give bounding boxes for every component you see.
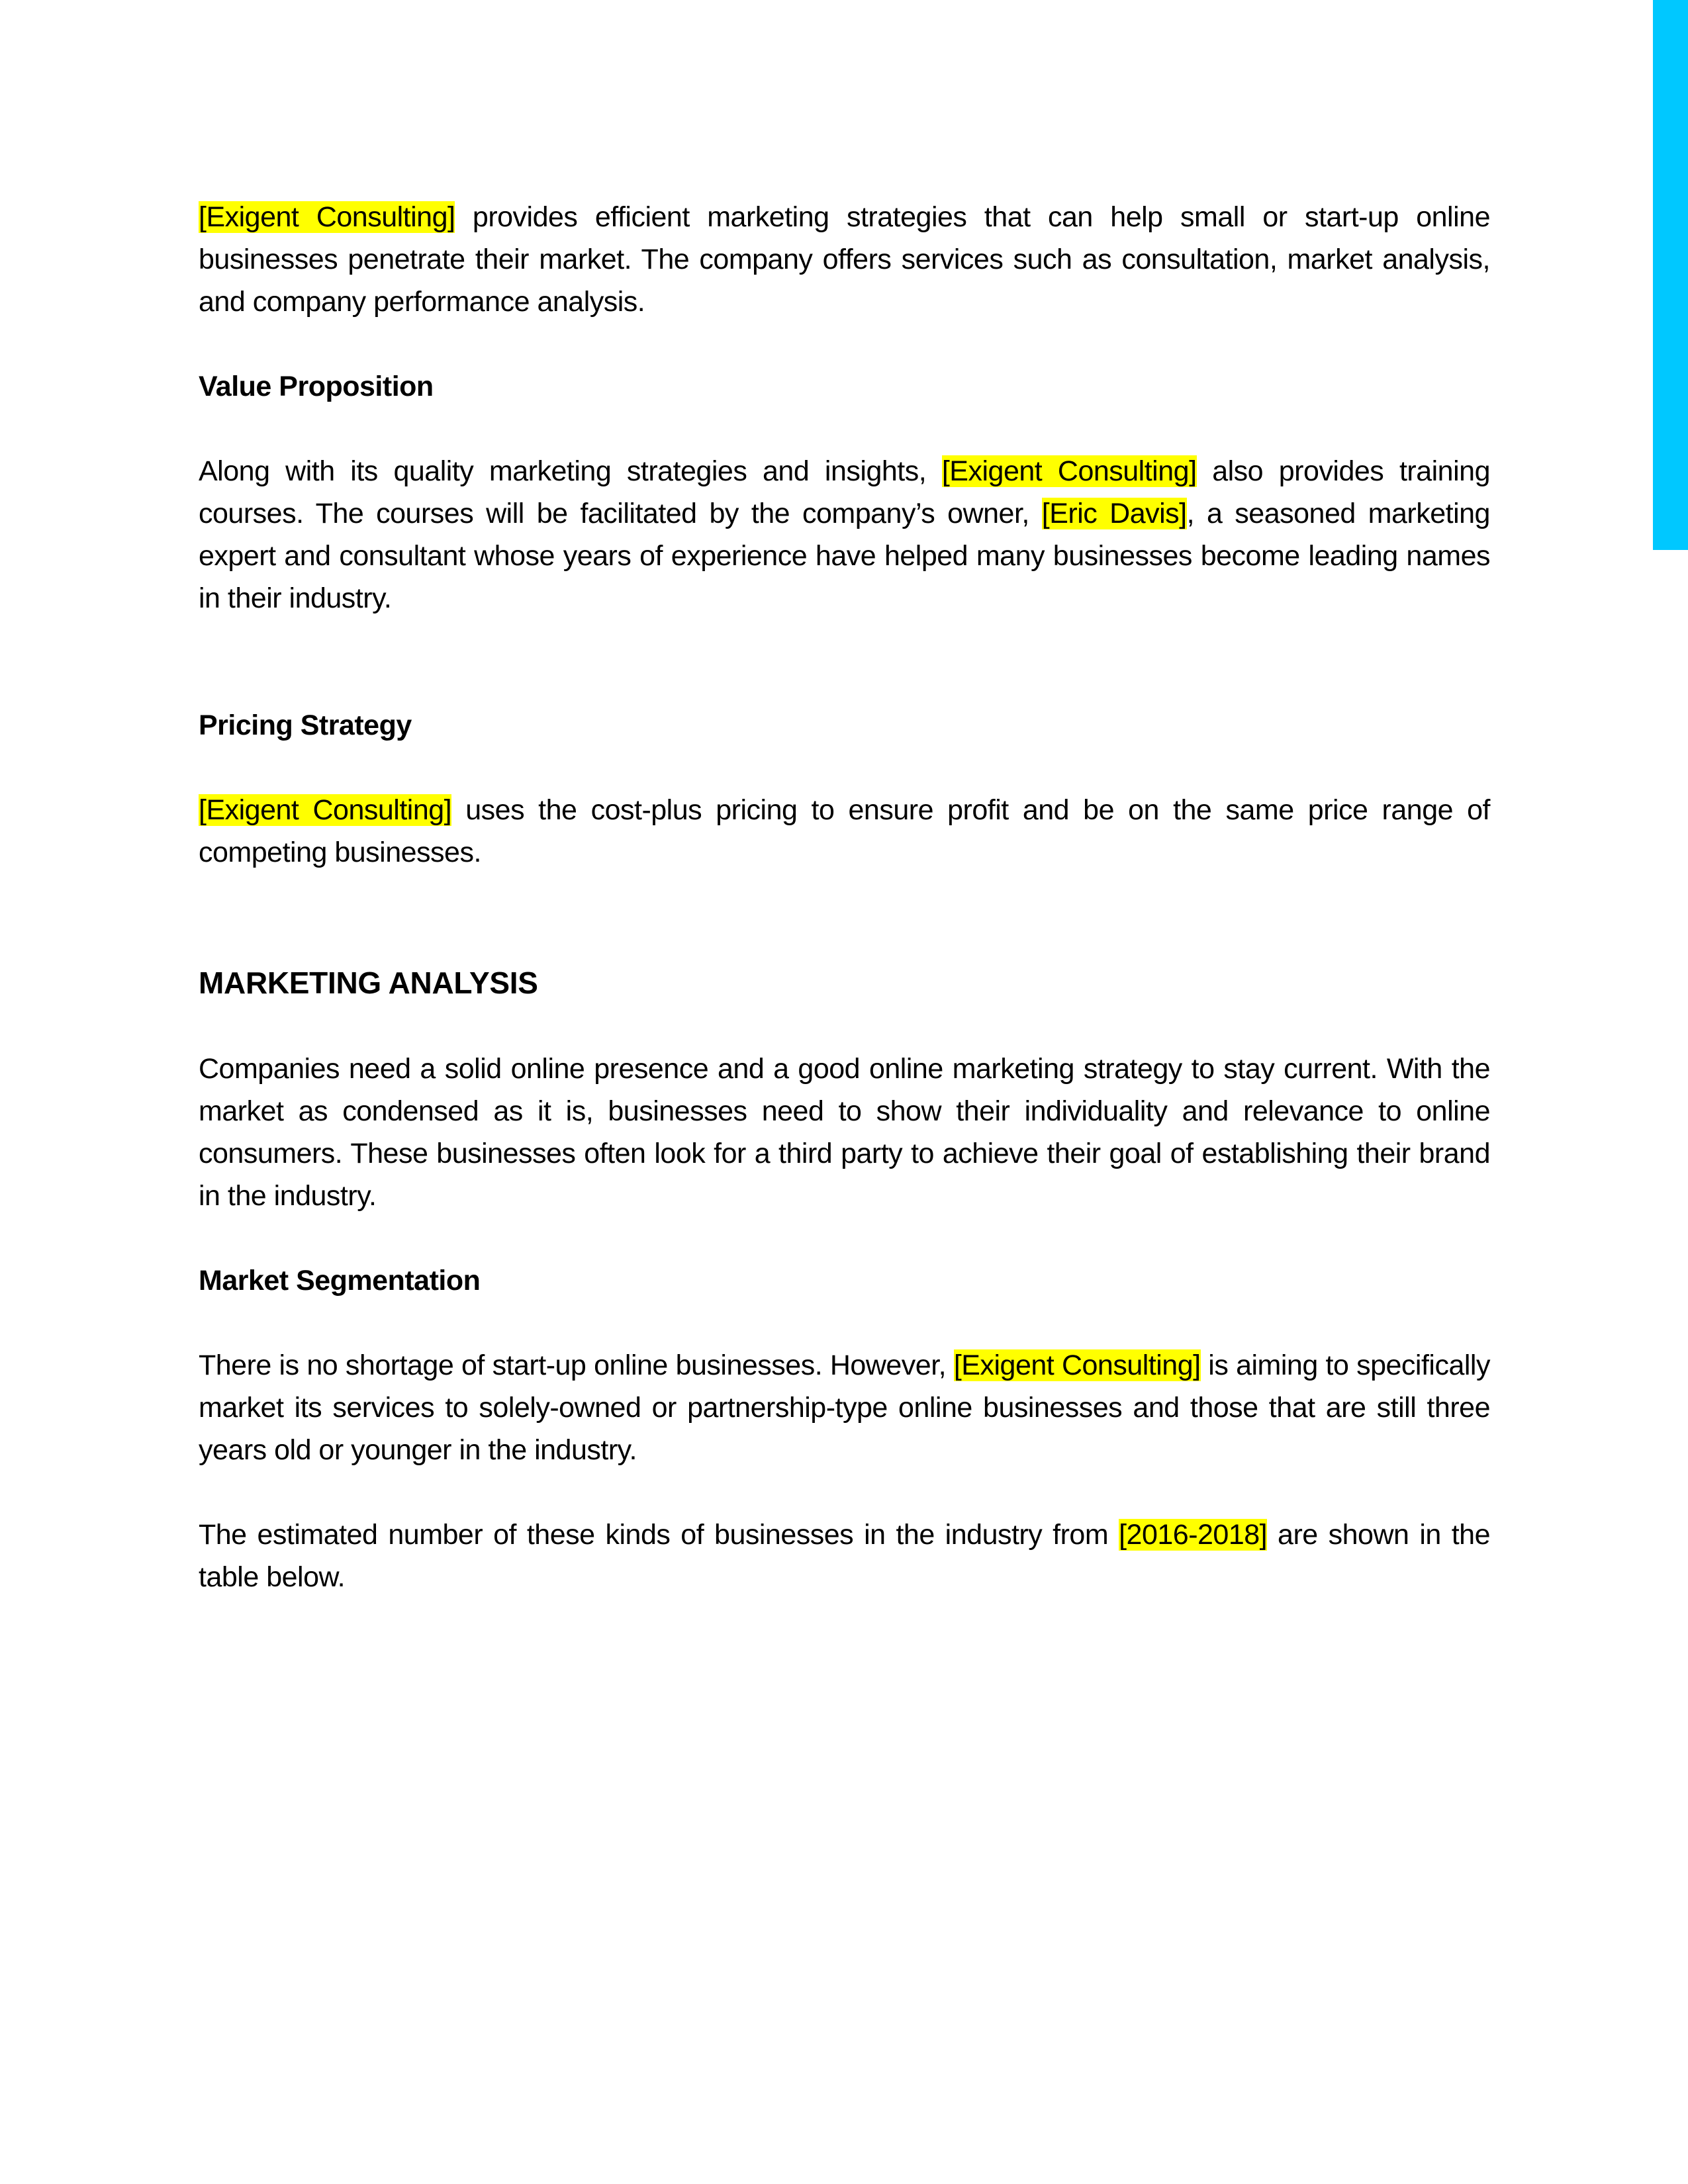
document-body — [199, 196, 1490, 1598]
value-proposition-text-1: Along with its quality marketing strategies and insights, — [199, 455, 942, 487]
company-placeholder: [Exigent Consulting] — [199, 201, 455, 233]
pricing-strategy-paragraph — [199, 789, 1490, 874]
intro-text: provides efficient marketing strategies that can help small or start-up online businesses penetrate their market. The company offers services such as consultation, market analysis, and company performance analysis. — [199, 201, 1490, 318]
value-proposition-paragraph — [199, 450, 1490, 619]
estimate-text-1: The estimated number of these kinds of businesses in the industry from — [199, 1519, 1119, 1551]
pricing-strategy-text: uses the cost-plus pricing to ensure profit and be on the same price range of competing businesses. — [199, 794, 1490, 868]
value-proposition-text-3: , a seasoned marketing expert and consultant whose years of experience have helped many businesses become leading names in their industry. — [199, 498, 1490, 614]
value-proposition-text-2: also provides training courses. The courses will be facilitated by the company’s owner, — [199, 455, 1490, 529]
estimate-text-2: are shown in the table below. — [199, 1519, 1490, 1593]
company-placeholder: [Exigent Consulting] — [941, 455, 1197, 487]
intro-paragraph — [199, 196, 1490, 323]
years-placeholder: [2016-2018] — [1119, 1519, 1268, 1551]
marketing-analysis-heading: MARKETING ANALYSIS — [199, 966, 538, 1000]
pricing-strategy-heading: Pricing Strategy — [199, 709, 412, 741]
accent-bar — [1653, 0, 1688, 550]
company-placeholder: [Exigent Consulting] — [953, 1349, 1201, 1381]
marketing-analysis-paragraph: Companies need a solid online presence and a good online marketing strategy to stay current. With the market as condensed as it is, businesses need to show their individuality and relevance to online consumers. These businesses often look for a third party to achieve their goal of establishing their brand in the industry. — [199, 1053, 1490, 1212]
company-placeholder: [Exigent Consulting] — [199, 794, 452, 826]
market-segmentation-text-1: There is no shortage of start-up online businesses. However, — [199, 1349, 954, 1381]
owner-placeholder: [Eric Davis] — [1041, 498, 1187, 529]
estimate-paragraph — [199, 1514, 1490, 1598]
value-proposition-heading: Value Proposition — [199, 371, 434, 402]
market-segmentation-heading: Market Segmentation — [199, 1265, 481, 1297]
market-segmentation-text-2: is aiming to specifically market its services to solely-owned or partnership-type online businesses and those that are still three years old or younger in the industry. — [199, 1349, 1490, 1466]
market-segmentation-paragraph — [199, 1344, 1490, 1471]
